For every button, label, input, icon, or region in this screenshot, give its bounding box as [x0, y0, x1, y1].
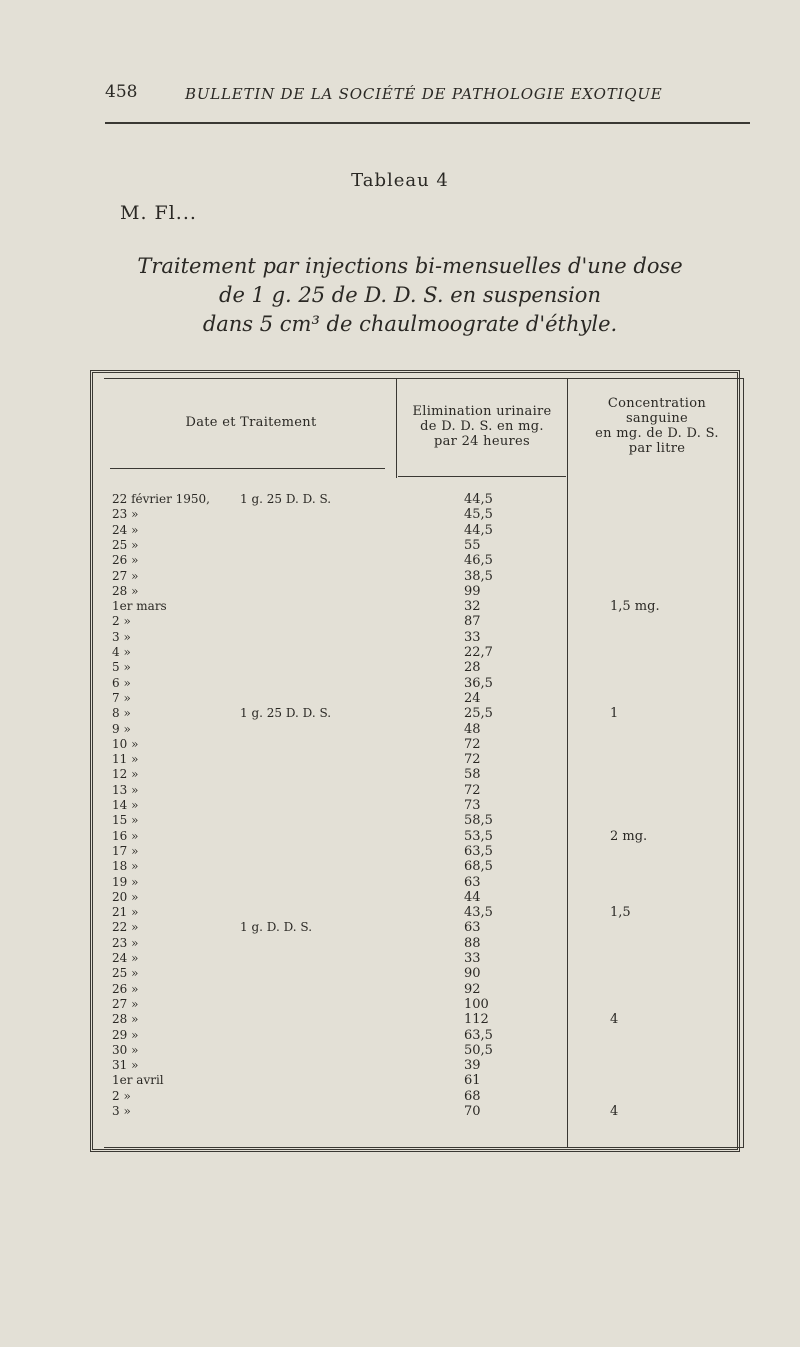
- row-date: 22 février 1950,: [112, 492, 210, 506]
- row-concentration: 4: [610, 1104, 619, 1119]
- row-date: 1er mars: [112, 599, 167, 614]
- header-rule: [110, 468, 385, 469]
- row-elimination: 45,5: [464, 507, 493, 523]
- row-date: 5 »: [112, 660, 131, 675]
- row-date: 7 »: [112, 690, 131, 705]
- row-elimination: 28: [464, 660, 481, 676]
- patient-label: M. Fl...: [120, 202, 197, 224]
- row-elimination: 43,5: [464, 905, 493, 921]
- row-date: 24 »: [112, 522, 139, 537]
- row-date: 21 »: [112, 905, 139, 920]
- row-date: 25 »: [112, 537, 139, 552]
- row-elimination: 112: [464, 1012, 489, 1028]
- row-elimination: 46,5: [464, 553, 493, 569]
- row-elimination: 63,5: [464, 843, 493, 859]
- row-concentration: 2 mg.: [610, 828, 648, 844]
- row-date: 9 »: [112, 721, 131, 736]
- caption-line: Traitement par injections bi-mensuelles d'une dose: [137, 254, 683, 278]
- row-elimination: 72: [464, 752, 481, 768]
- header-line: Elimination urinaire: [412, 404, 552, 419]
- row-elimination: 87: [464, 614, 481, 630]
- column-header-elimination: [397, 404, 567, 449]
- row-date: 17 »: [112, 843, 139, 858]
- row-elimination: 63: [464, 874, 481, 890]
- row-elimination: 25,5: [464, 706, 493, 722]
- row-elimination: 99: [464, 583, 481, 599]
- row-date: 16 »: [112, 828, 139, 843]
- column-header-concentration: [572, 396, 742, 456]
- row-elimination: 92: [464, 981, 481, 997]
- row-treatment: 1 g. D. D. S.: [240, 920, 313, 935]
- row-elimination: 63: [464, 920, 481, 936]
- row-elimination: 70: [464, 1104, 481, 1119]
- row-elimination: 33: [464, 951, 481, 966]
- row-date: 28 »: [112, 583, 139, 598]
- row-elimination: 55: [464, 537, 481, 553]
- page-number: 458: [105, 82, 138, 102]
- row-date: 22 »: [112, 920, 139, 935]
- row-elimination: 73: [464, 798, 481, 813]
- row-elimination: 68: [464, 1088, 481, 1104]
- column-divider: [567, 378, 568, 1148]
- row-elimination: 72: [464, 782, 481, 798]
- table-caption: [130, 252, 690, 339]
- page-header: [105, 82, 750, 124]
- header-line: de D. D. S. en mg.: [420, 419, 544, 434]
- row-concentration: 1,5 mg.: [610, 599, 660, 615]
- row-date: 20 »: [112, 889, 139, 904]
- row-elimination: 53,5: [464, 828, 493, 844]
- row-elimination: 58,5: [464, 813, 493, 829]
- row-treatment: 1 g. 25 D. D. S.: [240, 492, 332, 506]
- row-elimination: 68,5: [464, 859, 493, 875]
- header-line: en mg. de D. D. S.: [595, 426, 719, 441]
- row-elimination: 48: [464, 721, 481, 737]
- row-date: 2 »: [112, 614, 131, 629]
- table-title: Tableau 4: [351, 170, 449, 191]
- row-date: 29 »: [112, 1027, 139, 1042]
- row-elimination: 63,5: [464, 1027, 493, 1043]
- row-elimination: 32: [464, 599, 481, 615]
- row-date: 3 »: [112, 1104, 131, 1118]
- row-date: 23 »: [112, 935, 139, 950]
- row-elimination: 61: [464, 1073, 481, 1089]
- row-date: 31 »: [112, 1058, 139, 1073]
- row-elimination: 44: [464, 889, 481, 905]
- row-elimination: 22,7: [464, 645, 493, 660]
- row-elimination: 100: [464, 996, 489, 1012]
- row-date: 8 »: [112, 706, 131, 721]
- row-elimination: 38,5: [464, 568, 493, 584]
- row-date: 13 »: [112, 782, 139, 797]
- row-elimination: 44,5: [464, 522, 493, 538]
- row-elimination: 24: [464, 690, 481, 706]
- row-concentration: 4: [610, 1012, 619, 1028]
- row-date: 12 »: [112, 767, 139, 782]
- row-elimination: 36,5: [464, 675, 493, 691]
- row-date: 2 »: [112, 1088, 131, 1103]
- row-date: 11 »: [112, 752, 139, 767]
- header-line: sanguine: [625, 411, 689, 426]
- row-elimination: 90: [464, 966, 481, 982]
- row-date: 27 »: [112, 568, 139, 583]
- row-elimination: 50,5: [464, 1042, 493, 1058]
- row-date: 6 »: [112, 675, 131, 690]
- row-date: 25 »: [112, 966, 139, 981]
- header-line: Concentration: [607, 396, 707, 411]
- row-date: 1er avril: [112, 1073, 164, 1088]
- row-date: 24 »: [112, 951, 139, 965]
- row-date: 30 »: [112, 1042, 139, 1057]
- running-title: BULLETIN DE LA SOCIÉTÉ DE PATHOLOGIE EXOTIQUE: [185, 85, 663, 103]
- row-date: 27 »: [112, 996, 139, 1011]
- row-elimination: 72: [464, 736, 481, 752]
- row-date: 28 »: [112, 1012, 139, 1027]
- row-treatment: 1 g. 25 D. D. S.: [240, 706, 332, 721]
- header-rule: [398, 476, 566, 477]
- row-elimination: 39: [464, 1058, 481, 1074]
- row-date: 4 »: [112, 645, 131, 659]
- caption-line: dans 5 cm³ de chaulmoograte d'éthyle.: [202, 312, 618, 336]
- row-date: 14 »: [112, 798, 139, 812]
- header-line: par litre: [628, 441, 686, 456]
- row-concentration: 1: [610, 706, 619, 722]
- column-header-date: Date et Traitement: [185, 415, 317, 430]
- caption-line: de 1 g. 25 de D. D. S. en suspension: [219, 283, 601, 307]
- row-elimination: 58: [464, 767, 481, 783]
- row-date: 26 »: [112, 981, 139, 996]
- row-date: 15 »: [112, 813, 139, 828]
- row-concentration: 1,5: [610, 905, 631, 921]
- row-date: 23 »: [112, 507, 139, 522]
- row-date: 3 »: [112, 629, 131, 644]
- row-elimination: 88: [464, 935, 481, 951]
- row-date: 18 »: [112, 859, 139, 874]
- row-elimination: 33: [464, 629, 481, 645]
- row-date: 26 »: [112, 553, 139, 568]
- row-elimination: 44,5: [464, 492, 493, 507]
- row-date: 10 »: [112, 736, 139, 751]
- header-line: par 24 heures: [433, 434, 530, 449]
- row-date: 19 »: [112, 874, 139, 889]
